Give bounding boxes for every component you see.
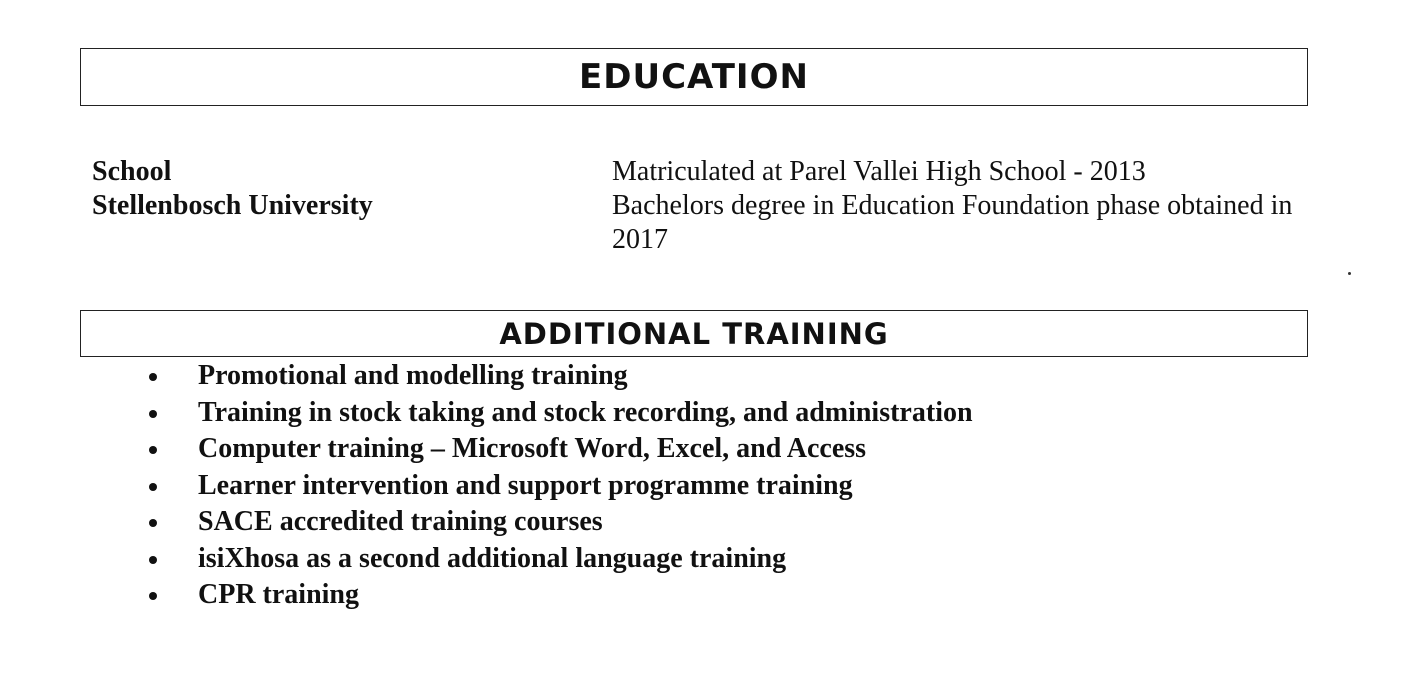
training-item-text: Promotional and modelling training: [198, 360, 628, 391]
education-entry-description: Matriculated at Parel Vallei High School - 2013: [612, 156, 1146, 187]
education-entry-label: School: [92, 156, 172, 187]
list-item: [140, 395, 973, 432]
training-list: [140, 358, 973, 614]
education-header-box: [80, 48, 1308, 106]
list-item: [140, 541, 973, 578]
training-item-text: Learner intervention and support programme training: [198, 469, 853, 501]
list-item: [140, 358, 973, 395]
list-item: [140, 468, 973, 505]
list-item: [140, 431, 973, 468]
bullet-icon: [149, 483, 157, 491]
training-item-text: CPR training: [198, 579, 359, 610]
bullet-icon: [149, 519, 157, 527]
training-item-text: Computer training – Microsoft Word, Excel, and Access: [198, 433, 867, 464]
stray-mark: [1348, 272, 1351, 275]
bullet-icon: [149, 410, 157, 418]
training-item-text: isiXhosa as a second additional language training: [198, 542, 787, 574]
education-entry-label: Stellenbosch University: [92, 190, 373, 221]
education-entry-description: Bachelors degree in Education Foundation phase obtained in 2017: [612, 190, 1293, 255]
bullet-icon: [149, 446, 157, 454]
training-item-text: SACE accredited training courses: [198, 506, 603, 537]
bullet-icon: [149, 592, 157, 600]
bullet-icon: [149, 556, 157, 564]
training-header-box: [80, 310, 1308, 357]
bullet-icon: [149, 373, 157, 381]
list-item: [140, 504, 973, 541]
list-item: [140, 577, 973, 614]
training-title: ADDITIONAL TRAINING: [499, 316, 889, 351]
training-item-text: Training in stock taking and stock recording, and administration: [198, 396, 973, 428]
education-title: EDUCATION: [579, 57, 809, 97]
